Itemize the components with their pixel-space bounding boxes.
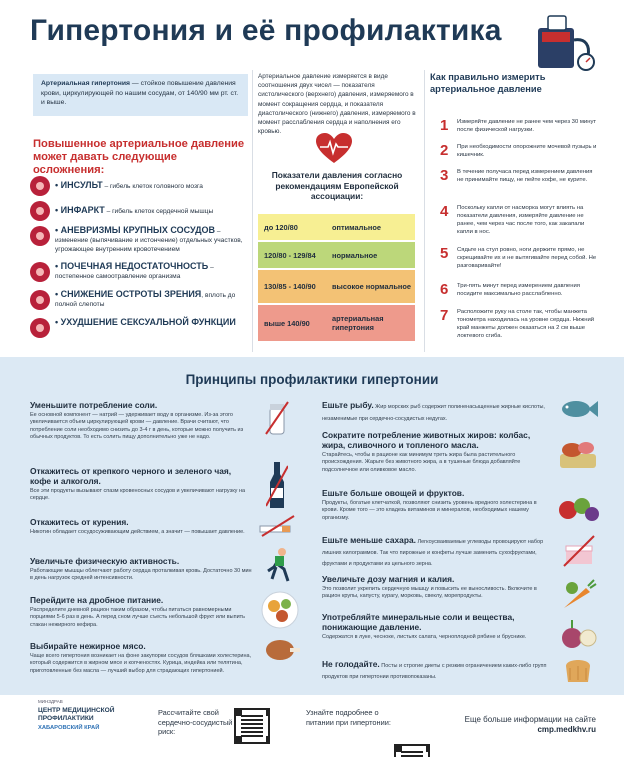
prevention-head: Откажитесь от курения. bbox=[30, 517, 129, 527]
howto-title: Как правильно измерить артериальное давление bbox=[430, 72, 546, 94]
prevention-text: Жир морских рыб содержит полиненасыщенные жирные кислоты, незаменимые при сердечно-сосудистых недугах. bbox=[322, 404, 545, 422]
complication-head: • ИНФАРКТ bbox=[55, 205, 105, 215]
measurement-text: Артериальное давление измеряется в виде соотношения двух чисел — показателя систолического (верхнего) давления, измеряемого в момент сокращения сердца, и показателя диастолического (нижнего) давления, измеряемого в момент расслабления сердца и наполнения его кровью. bbox=[258, 73, 416, 136]
step-text: В течение получаса перед измерением давления не принимайте пищу, не пейте кофе, не курите. bbox=[457, 169, 593, 183]
salt-icon bbox=[264, 400, 290, 436]
complication-text: – гибель клеток сердечной мышцы bbox=[104, 208, 214, 215]
site-link[interactable]: cmp.medkhv.ru bbox=[537, 725, 596, 734]
prevention-item bbox=[30, 517, 252, 536]
page-title: Гипертония и её профилактика bbox=[30, 14, 502, 47]
prevention-text: Чаще всего гипертония возникает на фоне закупорки сосудов бляшками холестерина, который содержится в жирном мясе и копченостях. Курица, индейка или телятина, приготовленные без масла — лучший выбор для страдающих гипертонией. bbox=[30, 653, 252, 674]
step-number: 6 bbox=[440, 281, 449, 298]
prevention-text: Содержатся в луке, чесноке, листьях салата, черноплодной рябине и бруснике. bbox=[322, 634, 527, 640]
cigarette-icon bbox=[258, 514, 298, 538]
pressure-category: высокое нормальное bbox=[332, 282, 411, 291]
nutrition-qr-code[interactable] bbox=[394, 744, 430, 757]
more-info-text: Еще больше информации на сайте bbox=[464, 715, 596, 724]
prevention-head: Употребляйте минеральные соли и вещества, понижающие давление. bbox=[322, 612, 515, 632]
prevention-head: Ешьте больше овощей и фруктов. bbox=[322, 488, 465, 498]
pressure-row bbox=[258, 242, 415, 268]
prevention-text: Ее основной компонент — натрий — удерживает воду в организме. Из-за этого увеличивается объем циркулирующей крови — давление. Врачи считают, что потребление соли необходимо снизить до 3-4 г в день, которые можно получить из обычных продуктов. То есть солить пищу дополнительно уже не надо. bbox=[30, 412, 244, 441]
definition-box bbox=[33, 74, 248, 116]
prevention-text: Никотин обладает сосудосуживающим действием, а значит — повышает давление. bbox=[30, 529, 245, 535]
step-text: Расположите руку на столе так, чтобы манжета тонометра находилась на уровне сердца. Нижний край манжеты должен оказаться на 2 см выше локтевого сгиба. bbox=[457, 309, 595, 339]
column-divider bbox=[424, 70, 425, 352]
prevention-item bbox=[322, 660, 552, 682]
column-divider bbox=[252, 70, 253, 352]
prevention-item bbox=[30, 400, 252, 442]
plate-icon bbox=[258, 590, 302, 630]
brain-icon bbox=[30, 176, 50, 196]
prevention-item bbox=[30, 556, 252, 583]
prevention-item bbox=[322, 574, 552, 601]
cake-icon bbox=[562, 534, 596, 568]
step-number: 1 bbox=[440, 117, 449, 134]
howto-step bbox=[440, 118, 600, 134]
prevention-head: Ешьте рыбу. bbox=[322, 400, 374, 410]
prevention-item bbox=[322, 400, 552, 424]
prevention-head: Увеличьте дозу магния и калия. bbox=[322, 574, 455, 584]
prevention-title: Принципы профилактики гипертонии bbox=[185, 372, 439, 387]
prevention-item bbox=[30, 641, 252, 675]
complication-text: – гибель клеток головного мозга bbox=[102, 183, 203, 190]
prevention-head: Не голодайте. bbox=[322, 659, 380, 669]
step-text: Поскольку капли от насморка могут влиять на показатели давления, измеряйте давление не ранее, чем через час после того, как закапали капли в нос. bbox=[457, 205, 585, 235]
complication-item bbox=[30, 226, 250, 254]
logo-name: ЦЕНТР МЕДИЦИНСКОЙ ПРОФИЛАКТИКИ bbox=[38, 707, 115, 722]
howto-step bbox=[440, 308, 600, 340]
prevention-text: Работающие мышцы облегчают работу сердца проталкивая кровь. Достаточно 30 мин в день нагрузок средней интенсивности. bbox=[30, 568, 252, 582]
prevention-text: Продукты, богатые клетчаткой, позволяют снизить уровень вредного холестерина в крови. Кроме того — это кладезь витаминов и минералов, необходимых нашему организму. bbox=[322, 500, 537, 521]
complication-head: • ИНСУЛЬТ bbox=[55, 180, 103, 190]
definition-term: Артериальная гипертония bbox=[41, 80, 131, 87]
prevention-head: Откажитесь от крепкого черного и зеленого чая, кофе и алкоголя. bbox=[30, 466, 232, 486]
prevention-head: Ешьте меньше сахара. bbox=[322, 535, 416, 545]
prevention-head: Уменьшите потребление соли. bbox=[30, 400, 158, 410]
nutrition-text: Узнайте подробнее о питании при гипертонии: bbox=[306, 708, 391, 727]
carrot-icon bbox=[558, 578, 598, 612]
vessel-icon bbox=[30, 226, 50, 246]
complication-head: • СНИЖЕНИЕ ОСТРОТЫ ЗРЕНИЯ bbox=[55, 289, 202, 299]
complication-item bbox=[30, 318, 250, 338]
definition-text: — стойкое повышение давления крови, циркулирующей по нашим сосудам, от 140/90 мм рт. ст. и выше. bbox=[41, 80, 239, 106]
sausage-icon bbox=[556, 436, 600, 470]
prevention-text: Легкоусваиваемые углеводы провоцируют набор лишних килограммов. Так что пирожные и конфеты лучше заменить сухофруктами, фруктами и продуктами из цельного зерна. bbox=[322, 539, 544, 567]
meat-icon bbox=[262, 636, 302, 664]
prevention-text: Все эти продукты вызывают спазм кровеносных сосудов и увеличивают нагрузку на сердце. bbox=[30, 488, 246, 502]
bread-icon bbox=[562, 656, 594, 684]
step-number: 7 bbox=[440, 307, 449, 324]
risk-text: Рассчитайте свой сердечно-сосудистый риск: bbox=[158, 708, 233, 736]
fish-icon bbox=[558, 398, 598, 420]
complication-text: – постепенное самоотравление организма bbox=[55, 264, 214, 280]
pressure-row bbox=[258, 270, 415, 303]
complication-item bbox=[30, 201, 250, 221]
logo-region: ХАБАРОВСКИЙ КРАЙ bbox=[38, 725, 100, 731]
pressure-value: до 120/80 bbox=[264, 222, 298, 232]
pressure-category: нормальное bbox=[332, 250, 378, 260]
prevention-head: Увеличьте физическую активность. bbox=[30, 556, 180, 566]
complication-head: • УХУДШЕНИЕ СЕКСУАЛЬНОЙ ФУНКЦИИ bbox=[55, 317, 236, 327]
prevention-item bbox=[322, 536, 552, 569]
pressure-table-title: Показатели давления согласно рекомендациям Европейской ассоциации: bbox=[271, 170, 403, 201]
pressure-category: артериальная гипертония bbox=[332, 314, 384, 332]
prevention-text: Посты и строгие диеты с резким ограничением каких-либо групп продуктов при гипертонии противопоказаны. bbox=[322, 663, 547, 680]
howto-step bbox=[440, 246, 600, 270]
prevention-text: Старайтесь, чтобы в рационе как минимум треть жира была растительного происхождения. Жарьте без животного жира, а в тушеные блюда добавляйте подсолнечное или оливковое масло. bbox=[322, 452, 521, 473]
pressure-row bbox=[258, 214, 415, 240]
vegetables-icon bbox=[556, 492, 600, 524]
complications-title: Повышенное артериальное давление может давать следующие осложнения: bbox=[33, 138, 245, 176]
pressure-value: 130/85 - 140/90 bbox=[264, 282, 316, 291]
prevention-item bbox=[30, 595, 252, 629]
prevention-item bbox=[30, 466, 252, 503]
howto-step bbox=[440, 204, 600, 236]
pressure-value: выше 140/90 bbox=[264, 318, 310, 328]
prevention-head: Сократите потребление животных жиров: колбас, жира, сливочного и топленого масла. bbox=[322, 430, 531, 450]
complication-text: , вплоть до полной слепоты bbox=[55, 292, 236, 308]
logo-small-text: МИНЗДРАВ bbox=[38, 699, 63, 704]
heart-pulse-icon bbox=[316, 133, 352, 165]
step-number: 3 bbox=[440, 167, 449, 184]
complication-item bbox=[30, 290, 250, 310]
howto-step bbox=[440, 282, 600, 298]
tonometer-icon bbox=[528, 10, 598, 76]
prevention-text: Это позволит укрепить сердечную мышцу и повысить ее выносливость. Включите в рацион крупы, капусту, курагу, морковь, свеклу, морепродукты. bbox=[322, 586, 537, 600]
prevention-head: Перейдите на дробное питание. bbox=[30, 595, 164, 605]
step-number: 5 bbox=[440, 245, 449, 262]
sexual-function-icon bbox=[30, 318, 50, 338]
pressure-value: 120/80 - 129/84 bbox=[264, 250, 316, 260]
bottle-icon bbox=[266, 460, 288, 510]
logo bbox=[38, 699, 138, 749]
prevention-head: Выбирайте нежирное мясо. bbox=[30, 641, 146, 651]
step-number: 4 bbox=[440, 203, 449, 220]
kidney-icon bbox=[30, 262, 50, 282]
prevention-text: Распределите дневной рацион таким образом, чтобы питаться равномерными порциями 5-6 раз в день. А перед сном лучше съесть небольшой фрукт или выпить стакан нежирного кефира. bbox=[30, 607, 246, 628]
howto-step bbox=[440, 168, 600, 184]
prevention-item bbox=[322, 430, 552, 474]
howto-step bbox=[440, 143, 600, 159]
complication-text: – изменение (выпячивание и истончение) отдельных участков, угрожающее внутренним кровотечением bbox=[55, 228, 243, 253]
complication-head: • АНЕВРИЗМЫ КРУПНЫХ СОСУДОВ bbox=[55, 225, 216, 235]
risk-qr-code[interactable] bbox=[234, 708, 270, 744]
step-number: 2 bbox=[440, 142, 449, 159]
prevention-item bbox=[322, 488, 552, 522]
complication-head: • ПОЧЕЧНАЯ НЕДОСТАТОЧНОСТЬ bbox=[55, 261, 209, 271]
complication-item bbox=[30, 176, 250, 196]
runner-icon bbox=[264, 547, 294, 583]
prevention-item bbox=[322, 612, 552, 641]
complication-item bbox=[30, 262, 250, 282]
eye-icon bbox=[30, 290, 50, 310]
onion-icon bbox=[560, 618, 598, 650]
pressure-row bbox=[258, 305, 415, 341]
step-text: Три-пять минут перед измерением давления посидите максимально расслабленно. bbox=[457, 283, 580, 297]
step-text: При необходимости опорожните мочевой пузырь и кишечник. bbox=[457, 144, 597, 158]
pressure-category: оптимальное bbox=[332, 222, 381, 232]
step-text: Сядьте на стул ровно, ноги держите прямо, не скрещивайте их и не вытягивайте перед собой. Не разговаривайте! bbox=[457, 247, 597, 269]
site-info bbox=[456, 715, 596, 735]
step-text: Измеряйте давление не ранее чем через 30 минут после физической нагрузки. bbox=[457, 119, 597, 133]
heart-icon bbox=[30, 201, 50, 221]
